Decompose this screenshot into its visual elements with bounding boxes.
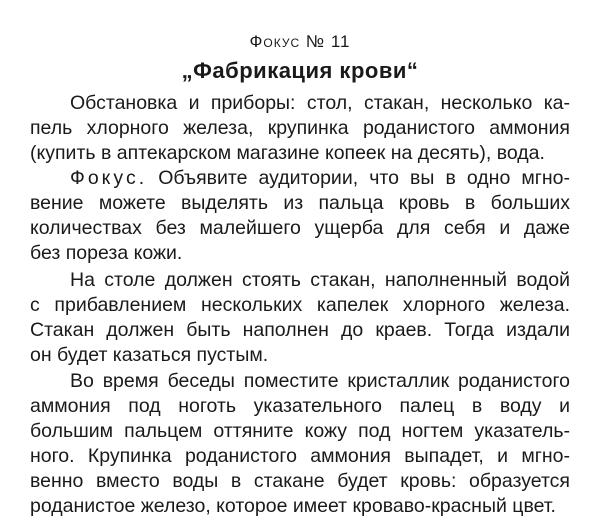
paragraph-4-line-5: венно вместо воды в стакане будет кровь: образуется <box>30 470 570 492</box>
paragraph-3-line-4: он будет казаться пустым. <box>30 344 269 366</box>
trick-title: „Фабрикация крови“ <box>181 58 419 83</box>
trick-heading-number: № 11 <box>305 32 351 51</box>
paragraph-1-line-1: Обстановка и приборы: стол, стакан, несколько ка- <box>70 92 570 114</box>
focus-word: Фокус. <box>70 167 148 189</box>
trick-heading-word: Фокус <box>249 32 301 51</box>
paragraph-4-line-4: ного. Крупинка роданистого аммония выпадет, и мгно- <box>30 445 570 467</box>
paragraph-2-line-1-text: Объявите аудитории, что вы в одно мгно- <box>158 167 570 189</box>
paragraph-1-line-2: пель хлорного железа, крупинка роданистого аммония <box>30 117 570 139</box>
paragraph-2-line-4: без пореза кожи. <box>30 242 183 264</box>
paragraph-4-line-2: аммония под ноготь указательного палец в воду и <box>30 395 570 417</box>
paragraph-4-line-6: роданистое железо, которое имеет кроваво-красный цвет. <box>30 495 556 517</box>
trick-heading <box>0 32 600 52</box>
paragraph-2-line-2: вение можете выделять из пальца кровь в больших <box>30 192 570 214</box>
paragraph-3-line-2: с прибавлением нескольких капелек хлорного железа. <box>30 294 570 316</box>
paragraph-2-line-1 <box>70 166 570 191</box>
paragraph-2-line-3: количествах без малейшего ущерба для себя и даже <box>30 217 570 239</box>
paragraph-4-line-1: Во время беседы поместите кристаллик роданистого <box>70 370 570 392</box>
paragraph-3-line-3: Стакан должен быть наполнен до краев. Тогда издали <box>30 319 570 341</box>
paragraph-1-line-3: (купить в аптекарском магазине копеек на десять), вода. <box>30 142 545 164</box>
paragraph-3-line-1: На столе должен стоять стакан, наполненный водой <box>70 269 570 291</box>
paragraph-4-line-3: большим пальцем оттяните кожу под ногтем указатель- <box>30 420 570 442</box>
